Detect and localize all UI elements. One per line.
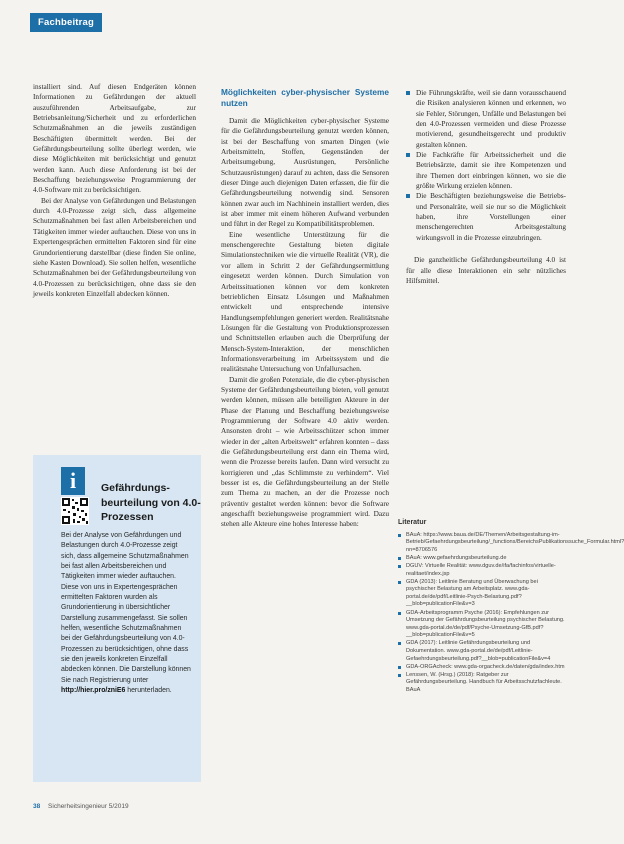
body-column-1	[33, 82, 196, 299]
literature-item: BAuA: https://www.baua.de/DE/Themen/Arbeitsgestaltung-im-Betrieb/Gefaehrdungsbeurteilung/_functions/BereichsPublikationssuche_Formular.html?nn=8706576	[398, 532, 568, 555]
body-column-3	[406, 88, 566, 286]
stakeholder-list	[406, 88, 566, 243]
literature-list	[398, 519, 624, 695]
publication-name: Sicherheitsingenieur 5/2019	[48, 803, 129, 810]
literature-item: GDA-ORGAcheck: www.gda-orgacheck.de/daten/gda/index.htm	[398, 664, 568, 672]
info-box-text	[61, 531, 191, 697]
download-link[interactable]: http://hier.pro/zniE6	[61, 687, 126, 695]
section-tag: Fachbeitrag	[30, 13, 102, 32]
literature-item: DGUV: Virtuelle Realität: www.dguv.de/ifa/fachinfos/virtuelle-realitaet/index.jsp	[398, 563, 568, 578]
info-box-title: Gefährdungs-beurteilung von 4.0-Prozessen	[101, 482, 201, 523]
literature-item: GDA-Arbeitsprogramm Psyche (2016): Empfehlungen zur Umsetzung der Gefährdungsbeurteilung psychischer Belastung. www.gda-portal.de/de/pdf/Psyche-Umsetzung-GfB.pdf?__blob=publicationFile&v=5	[398, 610, 568, 640]
closing-paragraph: Die ganzheitliche Gefährdungsbeurteilung 4.0 ist für alle diese Interaktionen ein sehr nützliches Hilfsmittel.	[406, 255, 566, 285]
body-paragraph: Bei der Analyse von Gefährdungen und Belastungen durch 4.0-Prozesse zeigt sich, dass allgemeine Schutzmaßnahmen bei fast allen Arbeitsbereichen und Tätigkeiten immer wieder auftauchen. Diese von uns in Expertengesprächen ermittelten Faktoren sind für eine Grundorientierung darstellbar (diese finden Sie online, siehe Kasten Download). Sie sollen helfen, wesentliche Schutzmaßnahmen bei der Gefährdungsbeurteilung von 4.0-Prozessen zu berücksichtigen, ohne dass sie den jeweils konkreten Einzelfall abdecken können.	[33, 195, 196, 298]
info-icon: i	[61, 467, 85, 495]
section-heading: Möglichkeiten cyber-physischer Systeme nutzen	[221, 87, 389, 108]
literature-item: Lenssen, W. (Hrsg.) (2018): Ratgeber zur Gefährdungsbeurteilung. Handbuch für Arbeitsschutzfachleute. BAuA	[398, 672, 568, 695]
page-footer	[33, 803, 129, 810]
literature-item: GDA (2013): Leitlinie Beratung und Überwachung bei psychischer Belastung am Arbeitsplatz. www.gda-portal.de/de/pdf/Leitlinie-Psych-Belastung.pdf?__blob=publicationFile&v=3	[398, 579, 568, 609]
list-item: Die Fachkräfte für Arbeitssicherheit und die Betriebsärzte, damit sie ihre Kompetenzen und ihre Themen dort einbringen können, wo sie die größte Wirkung erzielen können.	[406, 150, 566, 191]
download-info-box	[33, 455, 201, 782]
literature-heading: Literatur	[398, 519, 427, 526]
qr-code-icon	[61, 497, 89, 525]
list-item: Die Führungskräfte, weil sie dann vorausschauend die Risiken analysieren können und erkennen, wo sie Fehler, Störungen, Unfälle und Belastungen bei den 4.0-Prozessen vermeiden und diese Prozesse motivierend, gesundheitsgerecht und produktiv gestalten können.	[406, 88, 566, 150]
literature-item: GDA (2017): Leitlinie Gefährdungsbeurteilung und Dokumentation. www.gda-portal.de/de/pdf/Leitlinie-Gefaehrdungsbeurteilung.pdf?__blob=publicationFile&v=4	[398, 640, 568, 663]
body-paragraph: Eine wesentliche Unterstützung für die menschengerechte Gestaltung bieten digitale Simulationstechniken wie die virtuelle Realität (VR), die vor allem in Schritt 2 der Gefährdungsermittlung eingesetzt werden können. Durch Simulation von Arbeitssituationen können vor dem konkreten betrieblichen Einsatz Lösungen und Maßnahmen entwickelt und entsprechende intensive Handlungsempfehlungen generiert werden. Realitätsnahe Lösungen für die Gestaltung von Produktionsprozessen und Schnittstellen erlauben auch die Überprüfung der Mensch-System-Interaktion, der menschlichen Informationsverarbeitung im Arbeitssystem und die realitätsnahe Untersuchung von Unfallursachen.	[221, 229, 389, 374]
body-paragraph: Damit die Möglichkeiten cyber-physischer Systeme für die Gefährdungsbeurteilung genutzt werden können, ist bei der Beschaffung von smarten Dingen (wie Arbeitsmitteln, Stoffen, Gegenständen der Arbeitsumgebung, Ausrüstungen, Persönliche Schutzausrüstungen) darauf zu achten, dass die Sensoren dieser Dinge auch diejenigen Daten erfassen, die für die Gefährdungsbeurteilung notwendig sind. Sensoren können zwar auch im Nachhinein installiert werden, dies ist aber immer mit einem höheren Aufwand verbunden und führt in der Regel zu Kompatibilitätsproblemen.	[221, 116, 389, 229]
list-item: Die Beschäftigten beziehungsweise die Betriebs- und Personalräte, weil sie nur so die Möglichkeit haben, ihre Vorstellungen einer menschengerechten Arbeitsgestaltung wirkungsvoll in die Prozesse einzubringen.	[406, 191, 566, 243]
body-paragraph: installiert sind. Auf diesen Endgeräten können Informationen zu Gefährdungen der aktuell auszuführenden Arbeitsaufgabe, zur Betriebsanleitung/Sicherheit und zu erforderlichen Schutzmaßnahmen an die jeweils zuständigen Beschäftigten übermittelt werden. Bei der Gefährdungsbeurteilung sollte überlegt werden, wie diese Möglichkeiten mit berücksichtigt und genutzt werden kann. Auch diese Anforderung ist bei der Beschaffung beziehungsweise Programmierung der 4.0-Software mit zu berücksichtigen.	[33, 82, 196, 195]
page-header	[0, 0, 600, 40]
page-number: 38	[33, 803, 41, 810]
info-box-body-end: herunterladen.	[127, 687, 172, 695]
literature-item: BAuA: www.gefaehrdungsbeurteilung.de	[398, 555, 568, 563]
info-box-body: Bei der Analyse von Gefährdungen und Belastungen durch 4.0-Prozesse zeigt sich, dass allgemeine Schutzmaßnahmen bei fast allen Arbeitsbereichen und Tätigkeiten immer wieder auftauchen. Diese von uns in Expertengesprächen ermittelten Faktoren wurden als Grundorientierung in übersichtlicher Darstellung zusammengefasst. Sie sollen helfen, wesentliche Schutzmaßnahmen bei der Gefährdungsbeurteilung von 4.0-Prozessen zu berücksichtigen, ohne dass sie den jeweils konkreten Einzelfall abdecken können. Die Darstellung können Sie nach Registrierung unter	[61, 532, 191, 684]
body-paragraph: Damit die großen Potenziale, die die cyber-physischen Systeme der Gefährdungsbeurteilung bieten, voll genutzt werden können, müssen alle beteiligten Akteure in der Phase der Planung und Beschaffung beziehungsweise Programmierung der Software 4.0 aktiv werden. Ansonsten droht – wie Arbeitsschützer schon immer wieder in der „alten Arbeitswelt“ erfahren konnten – dass die Gefährdungsbeurteilung erst dann ein Thema wird, wenn die Prozesse bereits laufen. Dann wird versucht zu korrigieren und „das Schlimmste zu verhindern“. Viel besser ist es, die Gefährdungsbeurteilung an der Stelle zum Thema zu machen, an der die Prozesse noch präventiv gestaltet werden können: bevor die Software angeschafft beziehungsweise programmiert wird. Dazu stehen alle Akteure eine hohes Interesse haben:	[221, 374, 389, 529]
body-column-2	[221, 87, 389, 530]
